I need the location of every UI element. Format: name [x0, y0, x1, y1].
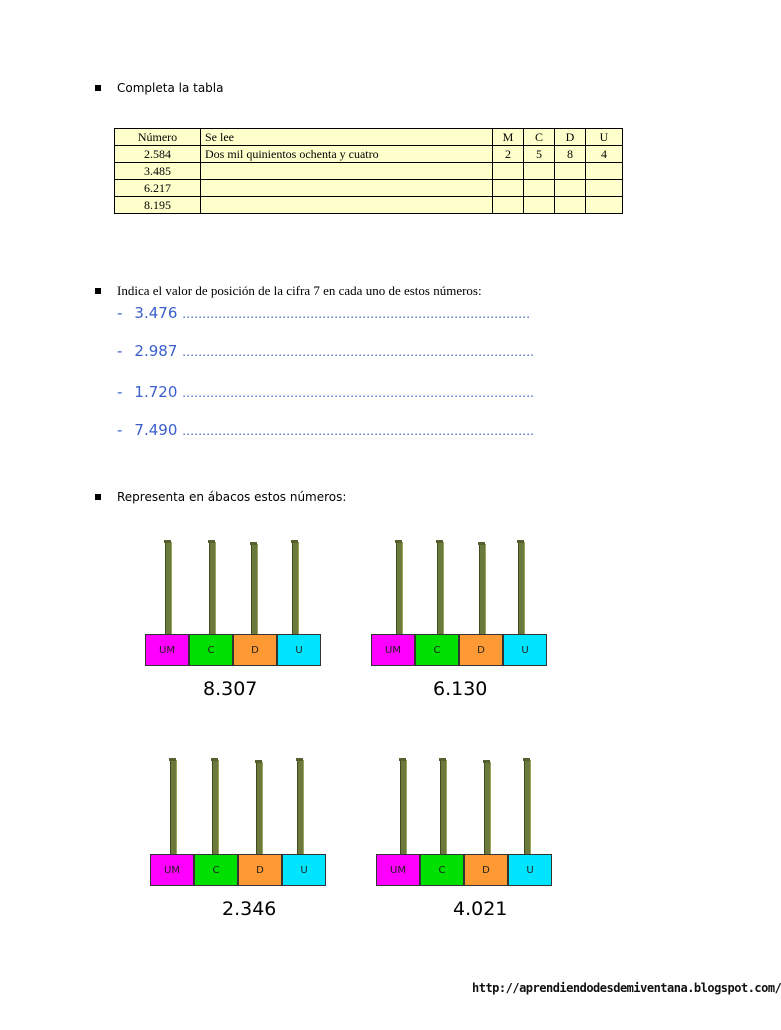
exercise-number: 1.720 [134, 383, 178, 401]
abacus-rod-d[interactable] [484, 762, 491, 854]
box-um: UM [371, 634, 415, 666]
table-row [115, 146, 623, 163]
cell-m[interactable]: 2 [493, 146, 524, 163]
box-u: U [282, 854, 326, 886]
abacus-rod-um[interactable] [165, 542, 172, 634]
list-dash: - [117, 383, 123, 401]
list-dash: - [117, 421, 123, 439]
abacus-rod-um[interactable] [396, 542, 403, 634]
cell-d[interactable] [555, 197, 586, 214]
answer-line[interactable]: ……………………………………………………………………………. [182, 424, 534, 438]
cell-c[interactable] [524, 180, 555, 197]
cell-d[interactable] [555, 180, 586, 197]
box-u: U [508, 854, 552, 886]
abacus-base [376, 854, 552, 886]
bullet-icon [95, 85, 101, 91]
list-item [117, 342, 534, 360]
box-c: C [420, 854, 464, 886]
cell-c[interactable] [524, 197, 555, 214]
cell-c[interactable] [524, 163, 555, 180]
list-item [117, 421, 534, 439]
cell-m[interactable] [493, 163, 524, 180]
box-d: D [459, 634, 503, 666]
section-title-abacus: Representa en ábacos estos números: [117, 490, 347, 504]
abacus-rod-um[interactable] [400, 760, 407, 854]
box-d: D [233, 634, 277, 666]
abacus-rod-u[interactable] [518, 542, 525, 634]
abacus[interactable] [145, 538, 321, 658]
bullet-icon [95, 494, 101, 500]
cell-m[interactable] [493, 180, 524, 197]
section-title-table: Completa la tabla [117, 81, 224, 95]
box-um: UM [145, 634, 189, 666]
header-numero: Número [115, 129, 201, 146]
abacus-number: 4.021 [453, 898, 508, 920]
abacus-base [371, 634, 547, 666]
abacus-rod-c[interactable] [440, 760, 447, 854]
table-row [115, 197, 623, 214]
abacus-number: 6.130 [433, 678, 488, 700]
cell-u[interactable] [586, 180, 623, 197]
cell-d[interactable]: 8 [555, 146, 586, 163]
header-se-lee: Se lee [201, 129, 493, 146]
header-d: D [555, 129, 586, 146]
table-header-row [115, 129, 623, 146]
abacus-number: 2.346 [222, 898, 277, 920]
list-dash: - [117, 304, 123, 322]
box-c: C [189, 634, 233, 666]
header-u: U [586, 129, 623, 146]
box-d: D [464, 854, 508, 886]
exercise-number: 2.987 [134, 342, 178, 360]
abacus[interactable] [371, 538, 547, 658]
answer-line[interactable]: ……………………………………………………………………………. [182, 345, 534, 359]
box-u: U [503, 634, 547, 666]
section-title-place-value: Indica el valor de posición de la cifra 7 en cada uno de estos números: [117, 283, 482, 298]
cell-u[interactable] [586, 163, 623, 180]
cell-number: 3.485 [115, 163, 201, 180]
abacus-base [145, 634, 321, 666]
cell-number: 8.195 [115, 197, 201, 214]
cell-number: 2.584 [115, 146, 201, 163]
place-value-table [114, 128, 623, 214]
box-u: U [277, 634, 321, 666]
cell-reading[interactable] [201, 163, 493, 180]
abacus-rod-u[interactable] [292, 542, 299, 634]
box-c: C [194, 854, 238, 886]
abacus-base [150, 854, 326, 886]
abacus-rod-u[interactable] [524, 760, 531, 854]
cell-d[interactable] [555, 163, 586, 180]
header-c: C [524, 129, 555, 146]
abacus-rod-d[interactable] [479, 544, 486, 634]
abacus-rod-c[interactable] [212, 760, 219, 854]
abacus[interactable] [150, 758, 326, 878]
abacus-rod-c[interactable] [209, 542, 216, 634]
abacus-rod-u[interactable] [297, 760, 304, 854]
abacus-rod-d[interactable] [251, 544, 258, 634]
table-row [115, 180, 623, 197]
cell-reading[interactable]: Dos mil quinientos ochenta y cuatro [201, 146, 493, 163]
abacus-rod-d[interactable] [256, 762, 263, 854]
cell-m[interactable] [493, 197, 524, 214]
bullet-icon [95, 288, 101, 294]
abacus-number: 8.307 [203, 678, 258, 700]
list-item [117, 304, 530, 322]
cell-reading[interactable] [201, 197, 493, 214]
list-dash: - [117, 342, 123, 360]
box-d: D [238, 854, 282, 886]
box-um: UM [376, 854, 420, 886]
footer-url-link[interactable]: http://aprendiendodesdemiventana.blogspot.com/ [472, 981, 781, 995]
cell-u[interactable]: 4 [586, 146, 623, 163]
cell-number: 6.217 [115, 180, 201, 197]
abacus[interactable] [376, 758, 552, 878]
answer-line[interactable]: …………………………………………………………………………… [182, 307, 531, 321]
exercise-number: 3.476 [134, 304, 178, 322]
list-item [117, 383, 534, 401]
answer-line[interactable]: ……………………………………………………………………………. [182, 386, 534, 400]
exercise-number: 7.490 [134, 421, 178, 439]
box-um: UM [150, 854, 194, 886]
table-row [115, 163, 623, 180]
cell-c[interactable]: 5 [524, 146, 555, 163]
abacus-rod-c[interactable] [437, 542, 444, 634]
box-c: C [415, 634, 459, 666]
cell-reading[interactable] [201, 180, 493, 197]
abacus-rod-um[interactable] [170, 760, 177, 854]
cell-u[interactable] [586, 197, 623, 214]
header-m: M [493, 129, 524, 146]
